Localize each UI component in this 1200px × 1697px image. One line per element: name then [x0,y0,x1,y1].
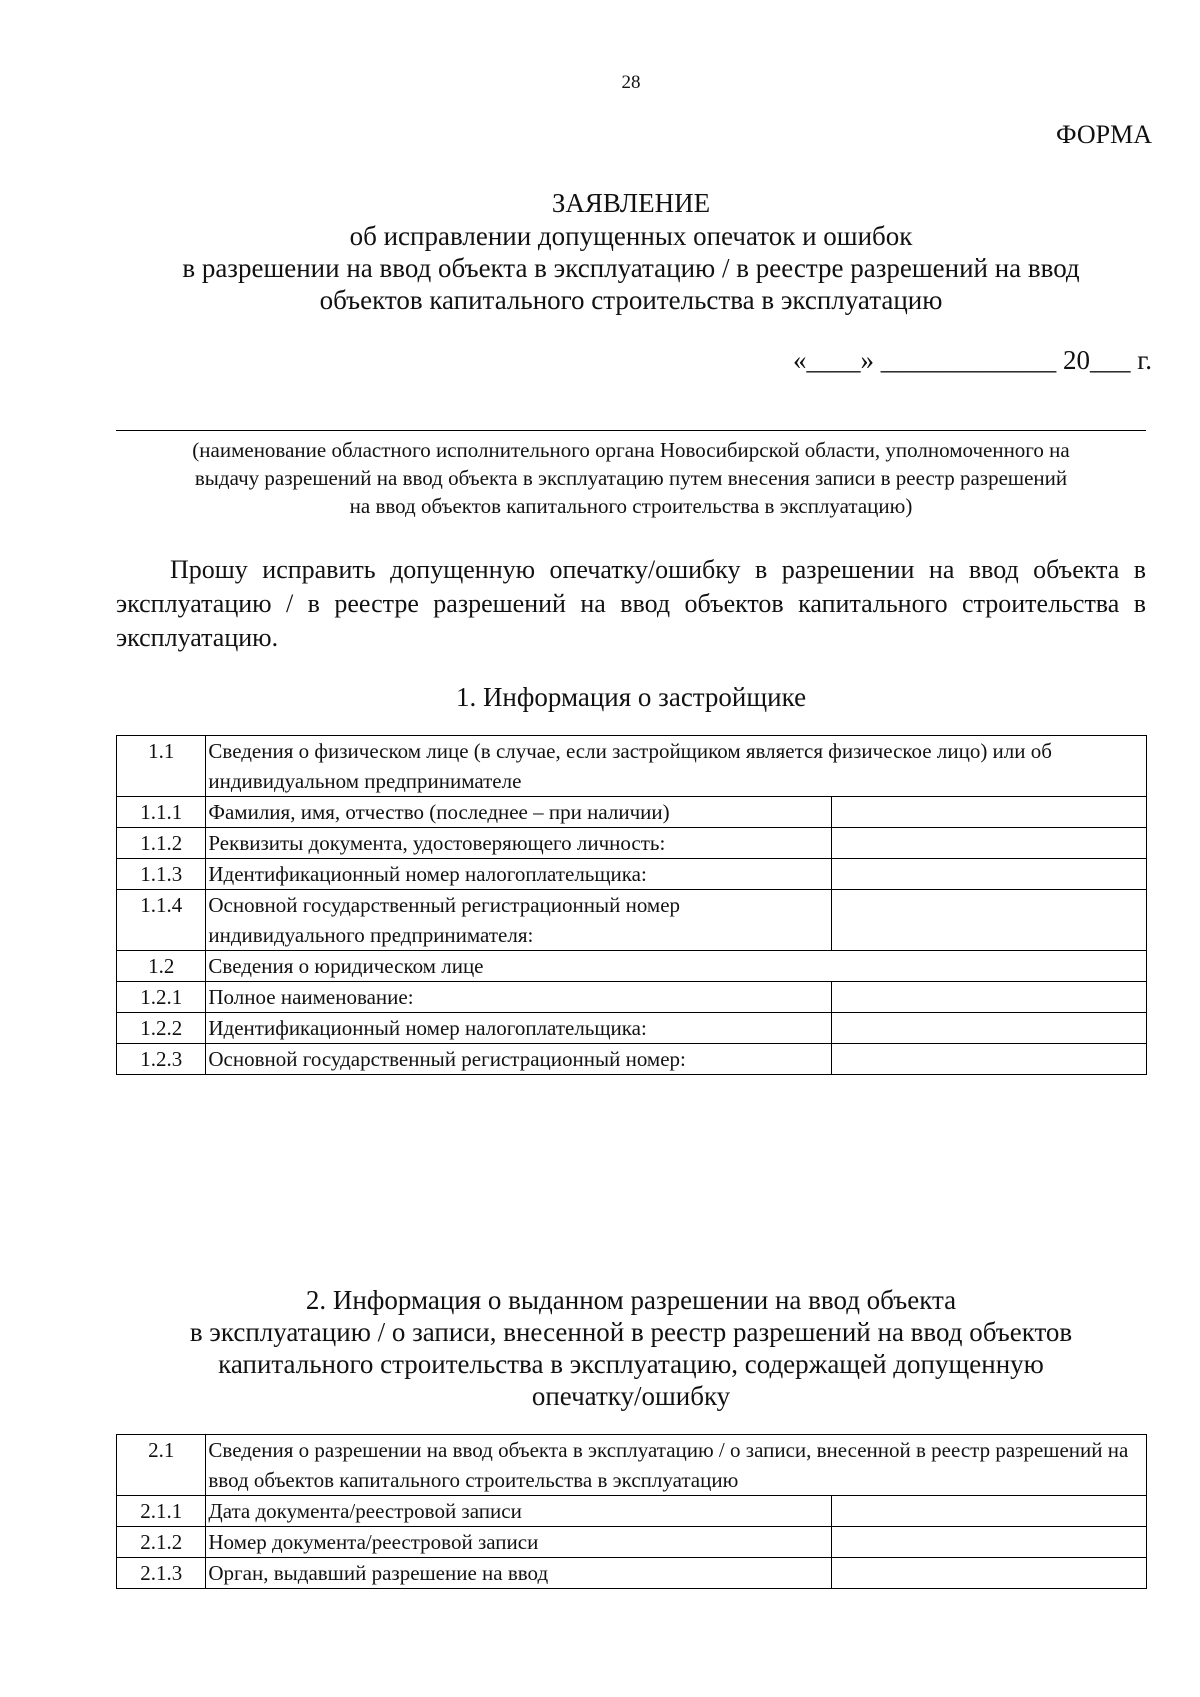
row-number: 2.1.2 [117,1527,206,1558]
title-line: в разрешении на ввод объекта в эксплуатацию / в реестре разрешений на ввод [182,253,1080,283]
table-row [117,797,1147,828]
page-number: 28 [621,72,641,93]
request-text: Прошу исправить допущенную опечатку/ошибку в разрешении на ввод объекта в эксплуатацию / в реестре разрешений на ввод объектов капитального строительства в эксплуатацию. [116,555,1146,652]
row-label: Фамилия, имя, отчество (последнее – при наличии) [206,797,832,828]
value-cell[interactable] [832,797,1147,828]
table-row [117,1044,1147,1075]
table-row [117,1527,1147,1558]
row-label: Реквизиты документа, удостоверяющего личность: [206,828,832,859]
row-number: 2.1.1 [117,1496,206,1527]
value-cell[interactable] [832,1527,1147,1558]
table-row [117,828,1147,859]
value-cell[interactable] [832,1044,1147,1075]
value-cell[interactable] [832,1013,1147,1044]
row-label: Сведения о разрешении на ввод объекта в эксплуатацию / о записи, внесенной в реестр разрешений на ввод объектов капитального строительства в эксплуатацию [206,1435,1147,1496]
table-row [117,951,1147,982]
row-label: Основной государственный регистрационный номер: [206,1044,832,1075]
value-cell[interactable] [832,1558,1147,1589]
section2-title-line: капитального строительства в эксплуатацию, содержащей допущенную [218,1349,1044,1379]
title-line: об исправлении допущенных опечаток и ошибок [349,221,913,251]
row-label: Орган, выдавший разрешение на ввод [206,1558,832,1589]
row-label: Дата документа/реестровой записи [206,1496,832,1527]
table-row [117,1558,1147,1589]
title-heading: ЗАЯВЛЕНИЕ [551,188,711,218]
table-row [117,1496,1147,1527]
form-label: ФОРМА [1056,120,1152,149]
developer-info-table [116,735,1147,1075]
title-line: объектов капитального строительства в эксплуатацию [319,285,943,315]
value-cell[interactable] [832,982,1147,1013]
caption-line: выдачу разрешений на ввод объекта в эксплуатацию путем внесения записи в реестр разрешений [194,466,1068,490]
row-label: Номер документа/реестровой записи [206,1527,832,1558]
row-label: Сведения о юридическом лице [206,951,1147,982]
table-row [117,859,1147,890]
table-row [117,890,1147,951]
row-number: 1.1.4 [117,890,206,951]
section1-title: 1. Информация о застройщике [455,682,807,712]
request-paragraph [116,553,1146,655]
org-name-caption [116,436,1146,520]
caption-line: на ввод объектов капитального строительства в эксплуатацию) [349,494,913,518]
section2-title [116,1284,1146,1412]
permit-info-table [116,1434,1147,1589]
section2-title-line: в эксплуатацию / о записи, внесенной в реестр разрешений на ввод объектов [189,1317,1073,1347]
row-number: 1.2.3 [117,1044,206,1075]
row-number: 1.1.1 [117,797,206,828]
section2-title-line: опечатку/ошибку [531,1381,731,1411]
value-cell[interactable] [832,890,1147,951]
row-label: Основной государственный регистрационный номер индивидуального предпринимателя: [206,890,832,951]
section2-title-line: 2. Информация о выданном разрешении на ввод объекта [305,1285,957,1315]
row-number: 1.2 [117,951,206,982]
org-name-field-line [116,430,1146,431]
table-row [117,1435,1147,1496]
row-number: 1.1.3 [117,859,206,890]
row-label: Полное наименование: [206,982,832,1013]
table-row [117,982,1147,1013]
caption-line: (наименование областного исполнительного органа Новосибирской области, уполномоченного на [192,438,1070,462]
value-cell[interactable] [832,828,1147,859]
row-number: 2.1 [117,1435,206,1496]
row-number: 1.2.1 [117,982,206,1013]
row-label: Идентификационный номер налогоплательщика: [206,1013,832,1044]
document-title [116,186,1146,316]
value-cell[interactable] [832,859,1147,890]
row-label: Сведения о физическом лице (в случае, если застройщиком является физическое лицо) или об индивидуальном предпринимателе [206,736,1147,797]
table-row [117,736,1147,797]
row-number: 1.2.2 [117,1013,206,1044]
row-number: 1.1.2 [117,828,206,859]
table-row [117,1013,1147,1044]
row-number: 1.1 [117,736,206,797]
row-label: Идентификационный номер налогоплательщика: [206,859,832,890]
date-line: «____» _____________ 20___ г. [792,345,1152,375]
row-number: 2.1.3 [117,1558,206,1589]
value-cell[interactable] [832,1496,1147,1527]
